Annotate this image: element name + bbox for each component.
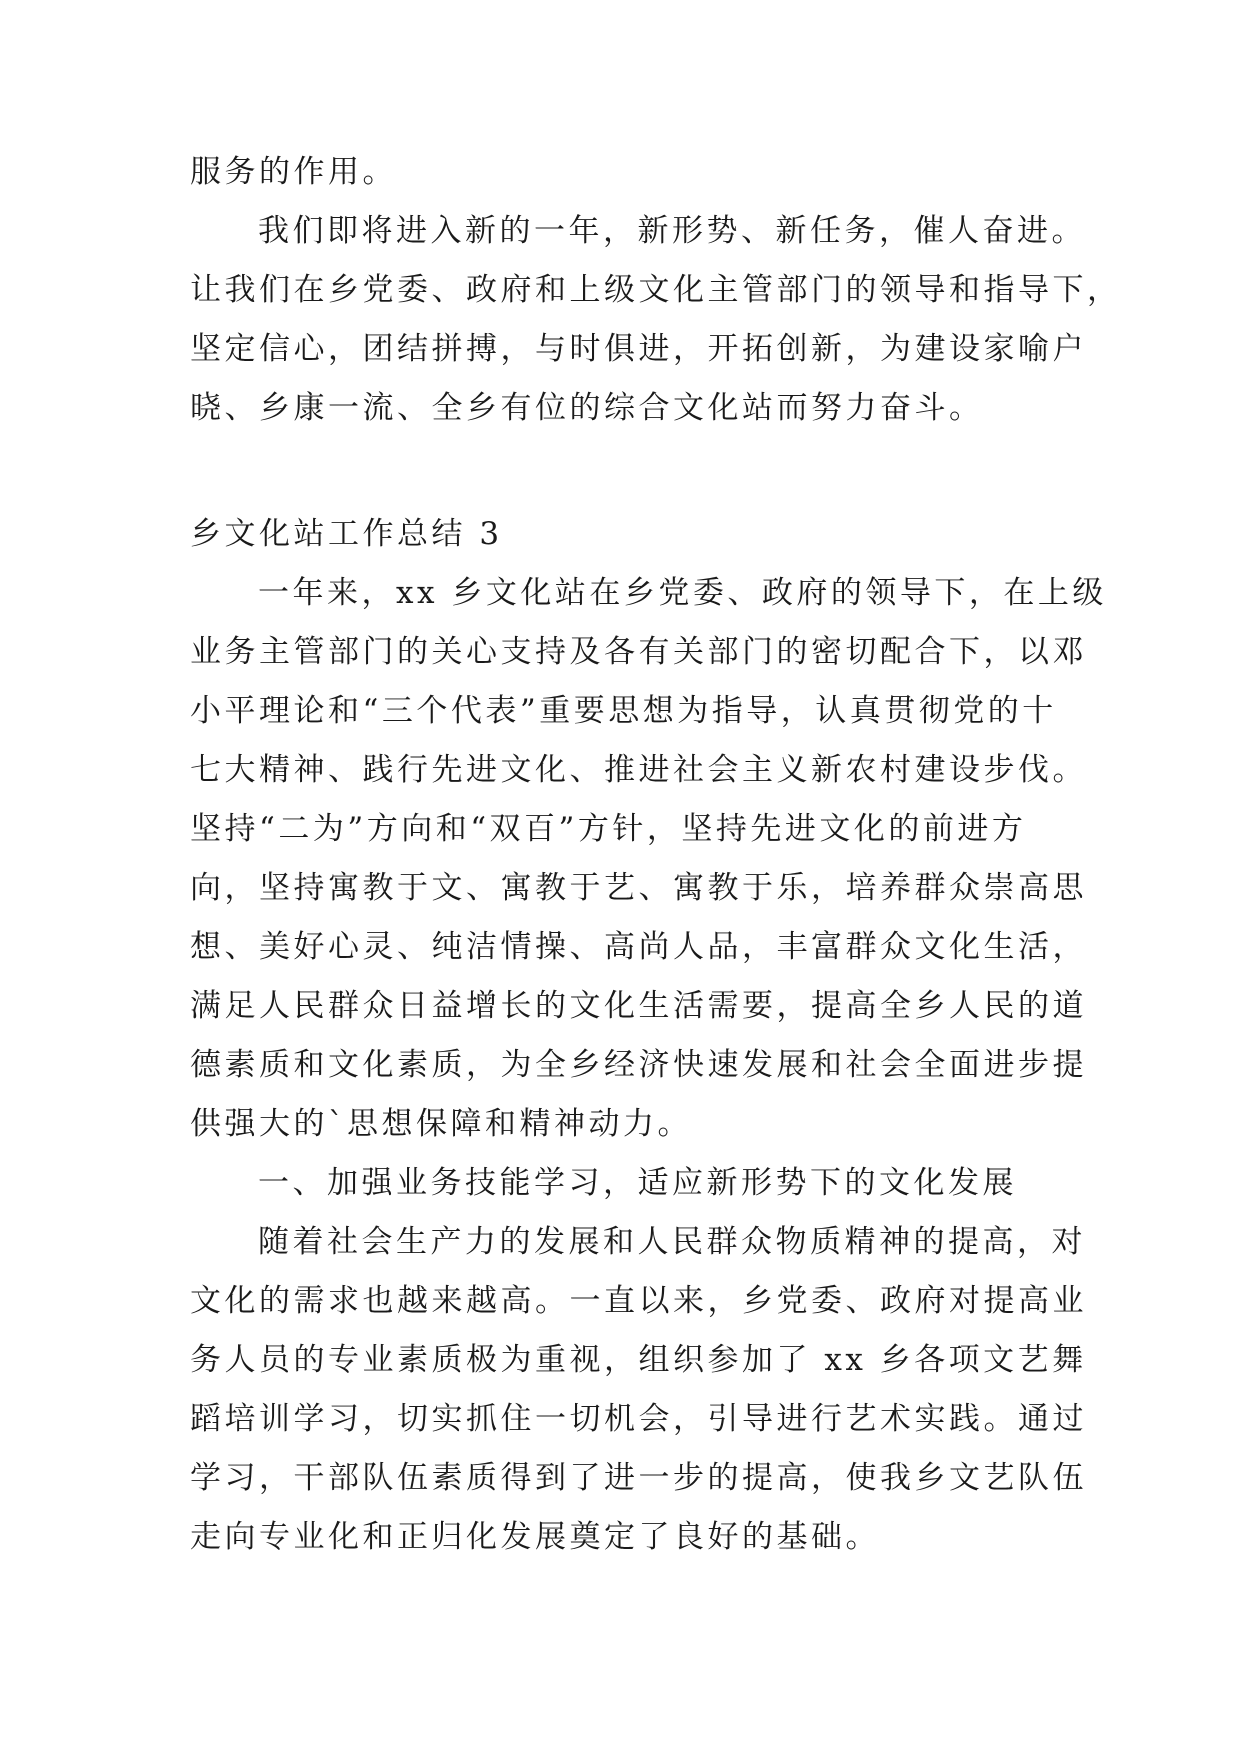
subsection-heading: 一、加强业务技能学习，适应新形势下的文化发展: [258, 1165, 1017, 1201]
text-line: 七大精神、践行先进文化、推进社会主义新农村建设步伐。: [190, 752, 1087, 788]
text-line: 德素质和文化素质，为全乡经济快速发展和社会全面进步提: [190, 1047, 1087, 1083]
text-line: 坚持“二为”方向和“双百”方针，坚持先进文化的前进方: [190, 811, 1027, 847]
paragraph-start: 我们即将进入新的一年，新形势、新任务，催人奋进。: [258, 213, 1086, 249]
text-line: 想、美好心灵、纯洁情操、高尚人品，丰富群众文化生活，: [190, 929, 1087, 965]
text-line: 让我们在乡党委、政府和上级文化主管部门的领导和指导下，: [190, 272, 1122, 308]
paragraph-start: 随着社会生产力的发展和人民群众物质精神的提高，对: [258, 1224, 1086, 1260]
text-line: 晓、乡康一流、全乡有位的综合文化站而努力奋斗。: [190, 390, 984, 426]
text-line: 小平理论和“三个代表”重要思想为指导，认真贯彻党的十: [190, 693, 1057, 729]
section-heading: 乡文化站工作总结 3: [190, 516, 503, 552]
text-line: 蹈培训学习，切实抓住一切机会，引导进行艺术实践。通过: [190, 1401, 1087, 1437]
text-line: 坚定信心，团结拼搏，与时俱进，开拓创新，为建设家喻户: [190, 331, 1087, 367]
text-line: 务人员的专业素质极为重视，组织参加了 xx 乡各项文艺舞: [190, 1342, 1087, 1378]
text-line: 满足人民群众日益增长的文化生活需要，提高全乡人民的道: [190, 988, 1087, 1024]
text-line: 供强大的`思想保障和精神动力。: [190, 1106, 692, 1142]
text-line: 学习，干部队伍素质得到了进一步的提高，使我乡文艺队伍: [190, 1460, 1087, 1496]
text-line: 向，坚持寓教于文、寓教于艺、寓教于乐，培养群众崇高思: [190, 870, 1087, 906]
text-line: 文化的需求也越来越高。一直以来，乡党委、政府对提高业: [190, 1283, 1087, 1319]
paragraph-start: 一年来，xx 乡文化站在乡党委、政府的领导下，在上级: [258, 575, 1107, 611]
text-line: 走向专业化和正归化发展奠定了良好的基础。: [190, 1519, 880, 1555]
text-line: 服务的作用。: [190, 154, 397, 190]
text-line: 业务主管部门的关心支持及各有关部门的密切配合下，以邓: [190, 634, 1087, 670]
